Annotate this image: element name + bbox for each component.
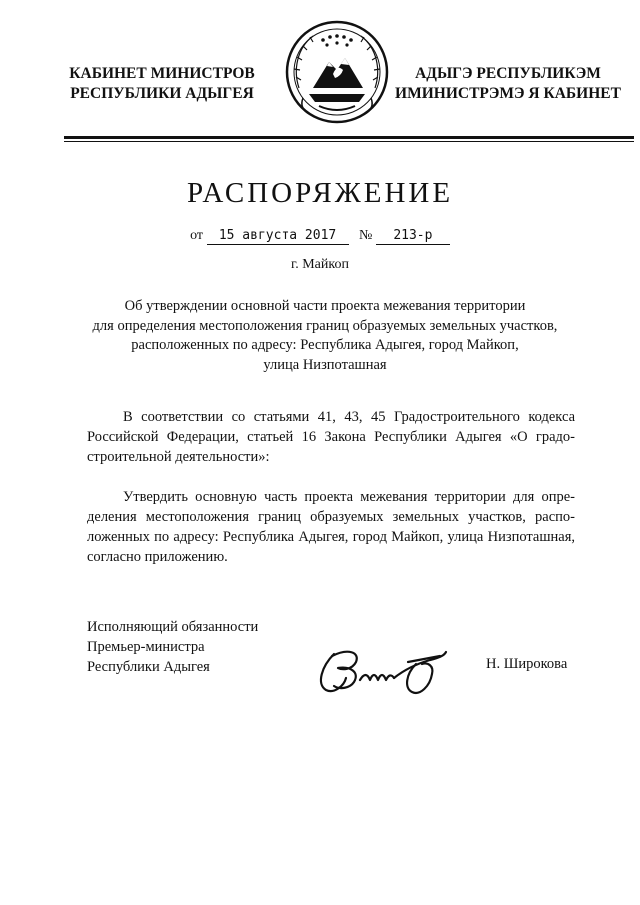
header-right-line: ИМИНИСТРЭМЭ Я КАБИНЕТ xyxy=(395,85,621,102)
signatory-position-line: Исполняющий обязанности xyxy=(87,619,259,635)
document-subject xyxy=(60,297,590,375)
header-right-ministry-name xyxy=(388,64,628,104)
body-paragraph-legal-basis: В соответствии со статьями 41, 43, 45 Градостроительного кодекса Российской Федерации, статьей 16 Закона Республики Адыгея «О градостроительной деятельности»: xyxy=(87,409,575,465)
document-number: 213-р xyxy=(376,228,450,245)
header-divider-thin xyxy=(64,141,634,142)
signatory-position xyxy=(87,617,258,677)
subject-line: расположенных по адресу: Республика Адыгея, город Майкоп, xyxy=(131,337,519,353)
adygea-coat-of-arms-icon xyxy=(283,18,391,126)
document-title: РАСПОРЯЖЕНИЕ xyxy=(186,177,454,209)
date-number-line xyxy=(0,227,640,245)
header-divider-thick xyxy=(64,136,634,139)
header-left-line: КАБИНЕТ МИНИСТРОВ xyxy=(69,65,255,82)
handwritten-signature-icon xyxy=(312,640,450,702)
subject-line: Об утверждении основной части проекта межевания территории xyxy=(124,298,526,314)
subject-line: для определения местоположения границ образуемых земельных участков, xyxy=(92,317,558,334)
signatory-position-line: Премьер-министра xyxy=(87,639,205,655)
document-date: 15 августа 2017 xyxy=(207,228,349,245)
header-left-ministry-name xyxy=(62,64,262,104)
header-right-line: АДЫГЭ РЕСПУБЛИКЭМ xyxy=(415,65,601,82)
document-city: г. Майкоп xyxy=(291,257,349,272)
header-left-line: РЕСПУБЛИКИ АДЫГЕЯ xyxy=(70,85,254,102)
number-prefix: № xyxy=(359,228,373,243)
signatory-position-line: Республики Адыгея xyxy=(87,659,210,675)
subject-line: улица Низпоташная xyxy=(263,356,387,373)
date-prefix: от xyxy=(190,228,204,243)
body-paragraph-decision: Утвердить основную часть проекта межевания территории для определения местоположения границ образуемых земельных участков, расположенных по адресу: Республика Адыгея, город Майкоп, улица Низпоташная, согласно приложению. xyxy=(87,489,575,565)
signatory-name: Н. Широкова xyxy=(486,656,568,672)
